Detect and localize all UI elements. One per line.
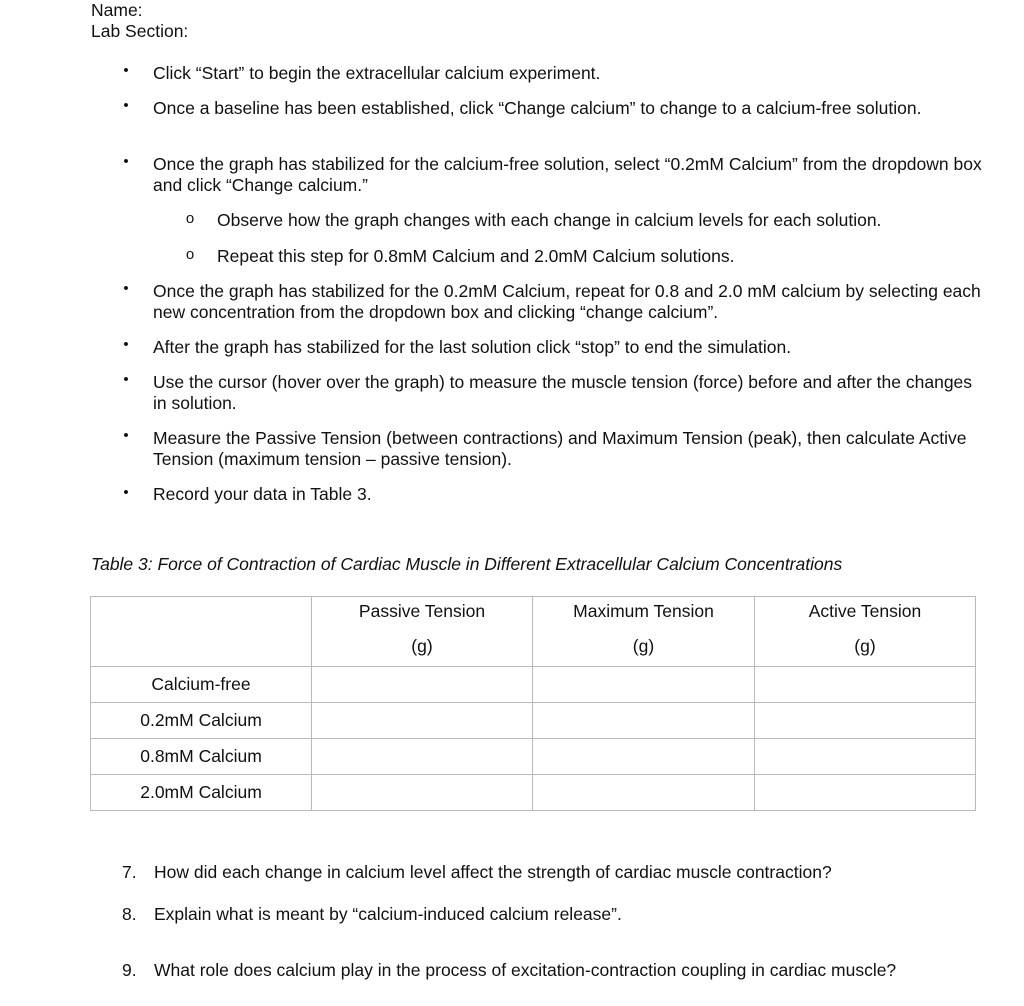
table-row	[91, 703, 976, 739]
column-unit: (g)	[632, 635, 655, 656]
row-label: Calcium-free	[91, 667, 312, 703]
column-name: Maximum Tension	[573, 600, 714, 621]
table-row	[91, 667, 976, 703]
instruction-item: Use the cursor (hover over the graph) to measure the muscle tension (force) before and after the changes in solution.	[153, 372, 973, 413]
circle-marker: o	[185, 210, 195, 227]
column-name: Passive Tension	[358, 600, 486, 621]
bullet-marker: •	[123, 62, 129, 79]
question-text: Explain what is meant by “calcium-induced calcium release”.	[154, 904, 622, 924]
maximum-tension-cell	[533, 703, 755, 739]
passive-tension-cell	[312, 739, 533, 775]
maximum-tension-cell	[533, 775, 755, 811]
question-text: How did each change in calcium level affect the strength of cardiac muscle contraction?	[154, 862, 832, 882]
column-name: Active Tension	[808, 600, 922, 621]
table-header-row	[91, 597, 976, 667]
row-label: 0.8mM Calcium	[91, 739, 312, 775]
question-text: What role does calcium play in the process of excitation-contraction coupling in cardiac muscle?	[154, 960, 897, 980]
table-row	[91, 739, 976, 775]
bullet-marker: •	[123, 371, 129, 388]
question-number: 8.	[122, 904, 137, 924]
passive-tension-cell	[312, 703, 533, 739]
instruction-item: Once the graph has stabilized for the 0.2mM Calcium, repeat for 0.8 and 2.0 mM calcium by selecting each new concentration from the dropdown box and clicking “change calcium”.	[153, 281, 981, 322]
instruction-item: Click “Start” to begin the extracellular calcium experiment.	[153, 63, 601, 83]
sub-instruction-item: Repeat this step for 0.8mM Calcium and 2.0mM Calcium solutions.	[217, 246, 735, 266]
instruction-item: Measure the Passive Tension (between contractions) and Maximum Tension (peak), then calculate Active Tension (maximum tension – passive tension).	[153, 428, 967, 469]
maximum-tension-cell	[533, 667, 755, 703]
instruction-item: Once the graph has stabilized for the calcium-free solution, select “0.2mM Calcium” from the dropdown box and click “Change calcium.”	[153, 154, 982, 195]
row-label: 0.2mM Calcium	[91, 703, 312, 739]
lab-section-label: Lab Section:	[91, 21, 189, 41]
sub-instruction-item: Observe how the graph changes with each change in calcium levels for each solution.	[217, 210, 882, 230]
instruction-item: Once a baseline has been established, click “Change calcium” to change to a calcium-free solution.	[153, 98, 922, 118]
instruction-item: Record your data in Table 3.	[153, 484, 372, 504]
data-table	[90, 596, 976, 811]
bullet-marker: •	[123, 484, 129, 501]
table-caption: Table 3: Force of Contraction of Cardiac Muscle in Different Extracellular Calcium Concentrations	[91, 554, 843, 574]
active-tension-cell	[755, 703, 976, 739]
passive-tension-cell	[312, 775, 533, 811]
column-unit: (g)	[854, 635, 876, 656]
bullet-marker: •	[123, 280, 129, 297]
header-empty-cell	[91, 597, 312, 667]
bullet-marker: •	[123, 427, 129, 444]
active-tension-cell	[755, 667, 976, 703]
table-row	[91, 775, 976, 811]
maximum-tension-cell	[533, 739, 755, 775]
instruction-item: After the graph has stabilized for the last solution click “stop” to end the simulation.	[153, 337, 792, 357]
row-label: 2.0mM Calcium	[91, 775, 312, 811]
passive-tension-cell	[312, 667, 533, 703]
name-label: Name:	[91, 0, 143, 20]
question-number: 9.	[122, 960, 137, 980]
bullet-marker: •	[123, 153, 129, 170]
bullet-marker: •	[123, 97, 129, 114]
header-passive-tension	[312, 597, 533, 667]
question-number: 7.	[122, 862, 137, 882]
column-unit: (g)	[411, 635, 433, 656]
active-tension-cell	[755, 739, 976, 775]
active-tension-cell	[755, 775, 976, 811]
circle-marker: o	[185, 246, 195, 263]
header-active-tension	[755, 597, 976, 667]
bullet-marker: •	[123, 336, 129, 353]
header-maximum-tension	[533, 597, 755, 667]
